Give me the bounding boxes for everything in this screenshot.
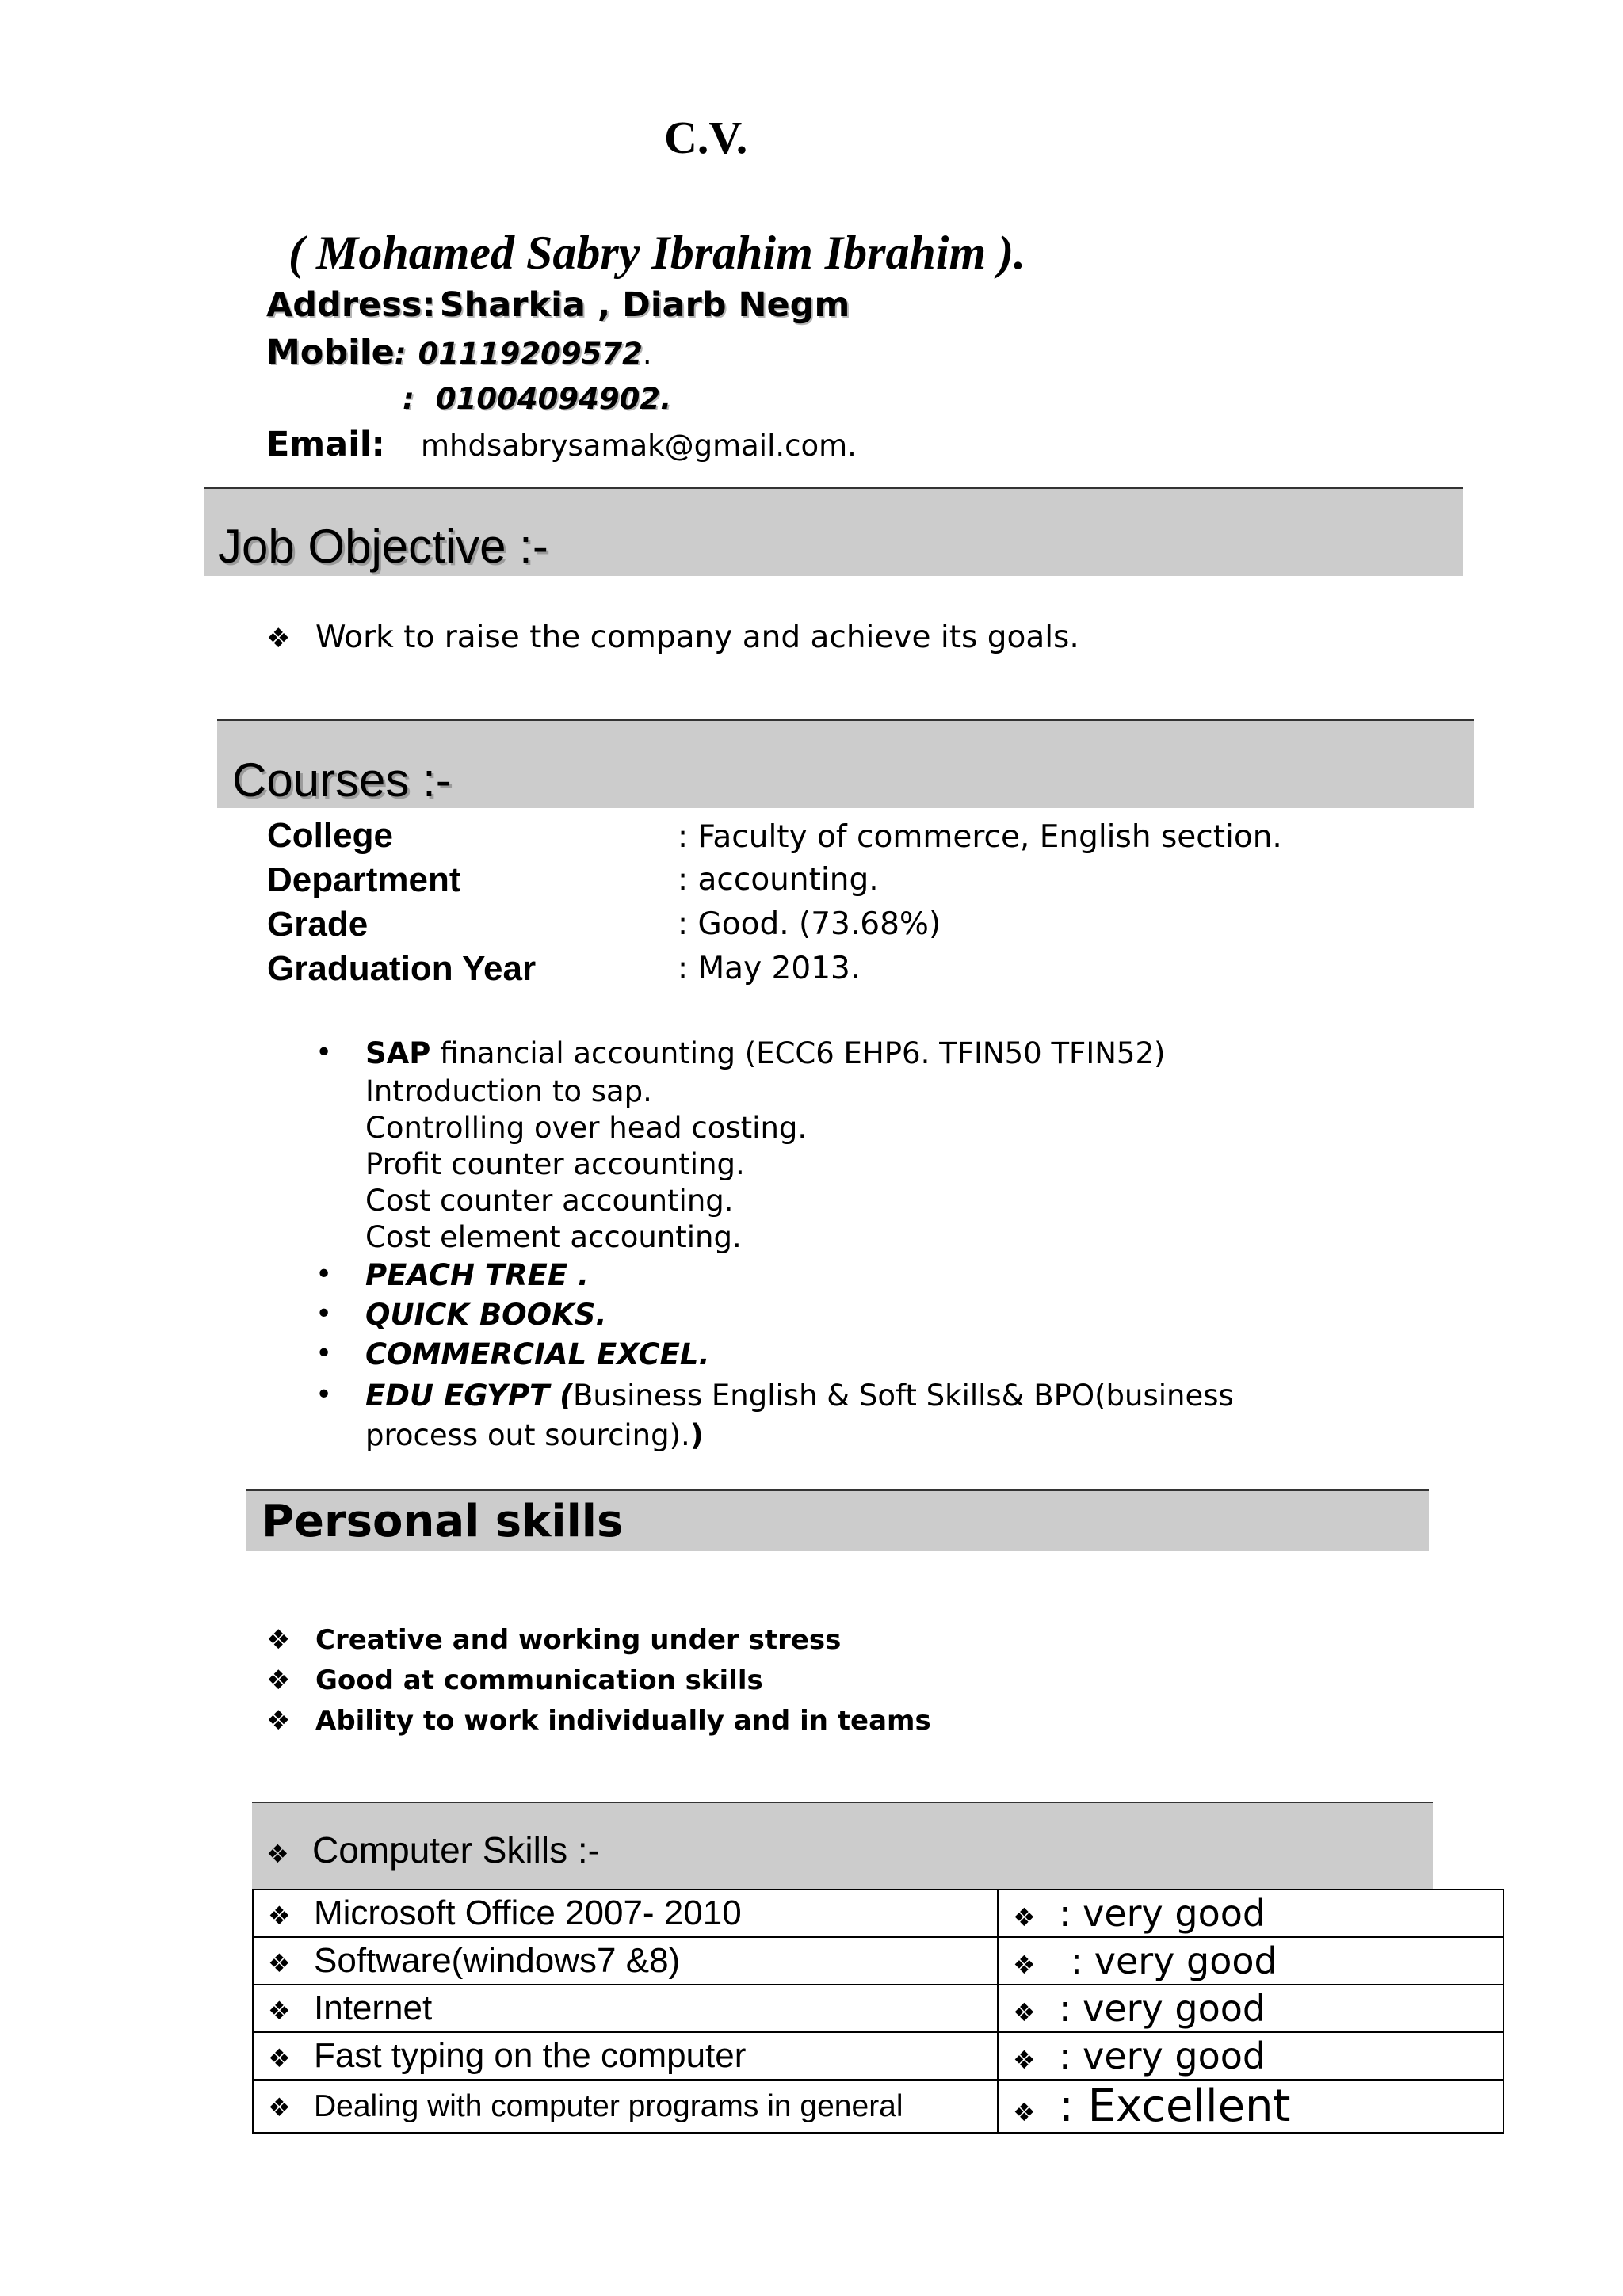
job-objective-text: Work to raise the company and achieve its goals.: [315, 620, 1079, 655]
email-value: mhdsabrysamak@gmail.com.: [420, 429, 857, 463]
diamond-bullet-icon: ❖: [1013, 2097, 1036, 2127]
address-line: [266, 285, 850, 325]
level-cell: [998, 1937, 1503, 1985]
diamond-bullet-icon: ❖: [266, 1665, 291, 1696]
computer-skills-title: Computer Skills :-: [312, 1829, 600, 1871]
courses-title: Courses :-: [232, 753, 452, 807]
diamond-bullet-icon: ❖: [266, 1705, 291, 1737]
course-sap-sub-4: Cost counter accounting.: [365, 1184, 734, 1218]
skill-name: Dealing with computer programs in general: [314, 2088, 903, 2123]
mobile-line-1: [266, 333, 652, 372]
level-cell: [998, 1890, 1503, 1937]
diamond-bullet-icon: ❖: [268, 1901, 291, 1930]
skill-cell: [253, 2080, 998, 2133]
diamond-bullet-icon: ❖: [1013, 1950, 1036, 1980]
address-value: Sharkia , Diarb Negm: [439, 285, 850, 325]
skill-level: : very good: [1059, 1987, 1266, 2030]
computer-skills-table: [252, 1889, 1504, 2134]
course-sap-bold: SAP: [365, 1036, 431, 1070]
bullet-dot-icon: •: [315, 1379, 333, 1411]
job-objective-item: [266, 620, 1079, 655]
personal-skill-text: Ability to work individually and in teams: [315, 1705, 931, 1737]
course-quick-books: QUICK BOOKS.: [365, 1298, 607, 1332]
diamond-bullet-icon: ❖: [268, 2044, 291, 2073]
skill-level: : very good: [1059, 1939, 1277, 1982]
personal-skills-title: Personal skills: [262, 1496, 624, 1547]
candidate-name: ( Mohamed Sabry Ibrahim Ibrahim ).: [288, 227, 1026, 279]
table-row: [253, 1937, 1503, 1985]
cv-title: C.V.: [664, 112, 748, 163]
personal-skill-text: Creative and working under stress: [315, 1624, 842, 1656]
course-edu-egypt-line2: [365, 1418, 704, 1452]
edu-value-department: : accounting.: [678, 862, 879, 898]
table-row: [253, 1890, 1503, 1937]
skill-name: Internet: [314, 1989, 433, 2027]
personal-skill-item: [266, 1624, 841, 1656]
course-edu-egypt: [365, 1379, 1234, 1413]
job-objective-title: Job Objective :-: [218, 520, 548, 573]
course-sap: [365, 1036, 1165, 1070]
skill-cell: [253, 1890, 998, 1937]
table-row: [253, 2032, 1503, 2080]
edu-value-grade: : Good. (73.68%): [678, 906, 941, 942]
bullet-dot-icon: •: [315, 1337, 333, 1370]
mobile-separator-2: :: [403, 382, 414, 416]
diamond-bullet-icon: ❖: [266, 1839, 289, 1869]
personal-skill-text: Good at communication skills: [315, 1665, 763, 1696]
skill-level: : very good: [1059, 1892, 1266, 1935]
course-sap-sub-3: Profit counter accounting.: [365, 1147, 745, 1181]
skill-name: Fast typing on the computer: [314, 2036, 747, 2075]
edu-value-college: : Faculty of commerce, English section.: [678, 819, 1282, 855]
course-sap-sub-1: Introduction to sap.: [365, 1074, 652, 1108]
course-sap-sub-5: Cost element accounting.: [365, 1220, 742, 1254]
mobile-label: Mobile: [266, 333, 395, 372]
table-row: [253, 1985, 1503, 2032]
email-line: [266, 425, 857, 464]
mobile-line-2: [403, 382, 671, 416]
skill-cell: [253, 1985, 998, 2032]
diamond-bullet-icon: ❖: [268, 1949, 291, 1978]
level-cell: [998, 1985, 1503, 2032]
course-edu-egypt-line2-text: process out sourcing).: [365, 1418, 690, 1452]
mobile-number-2: 01004094902.: [435, 382, 672, 416]
level-cell: [998, 2032, 1503, 2080]
table-row: [253, 2080, 1503, 2133]
bullet-dot-icon: •: [315, 1298, 333, 1330]
course-edu-egypt-close: ): [689, 1418, 704, 1452]
skill-name: Microsoft Office 2007- 2010: [314, 1894, 742, 1932]
course-peach-tree: PEACH TREE .: [365, 1258, 590, 1292]
course-sap-rest: financial accounting (ECC6 EHP6. TFIN50 TFIN52): [430, 1036, 1166, 1070]
edu-label-graduation-year: Graduation Year: [267, 949, 537, 988]
bullet-dot-icon: •: [315, 1258, 333, 1291]
computer-skills-header: [266, 1829, 600, 1871]
diamond-bullet-icon: ❖: [266, 1624, 291, 1656]
email-label: Email:: [266, 425, 385, 464]
skill-cell: [253, 1937, 998, 1985]
course-edu-egypt-rest: Business English & Soft Skills& BPO(business: [573, 1379, 1234, 1413]
edu-label-college: College: [267, 816, 393, 855]
level-cell: [998, 2080, 1503, 2133]
diamond-bullet-icon: ❖: [266, 623, 291, 654]
edu-label-department: Department: [267, 860, 461, 899]
mobile-separator: :: [394, 337, 407, 371]
skill-name: Software(windows7 &8): [314, 1941, 681, 1980]
bullet-dot-icon: •: [315, 1036, 333, 1069]
edu-value-graduation-year: : May 2013.: [678, 951, 861, 986]
mobile-number-1: 01119209572: [418, 337, 643, 371]
skill-level: : very good: [1059, 2035, 1266, 2077]
personal-skill-item: [266, 1705, 931, 1737]
course-commercial-excel: COMMERCIAL EXCEL.: [365, 1337, 710, 1371]
skill-level: : Excellent: [1059, 2081, 1291, 2132]
personal-skill-item: [266, 1665, 763, 1696]
edu-label-grade: Grade: [267, 905, 369, 944]
diamond-bullet-icon: ❖: [1013, 1902, 1036, 1932]
diamond-bullet-icon: ❖: [268, 2092, 291, 2122]
diamond-bullet-icon: ❖: [1013, 2045, 1036, 2075]
course-sap-sub-2: Controlling over head costing.: [365, 1111, 808, 1145]
skill-cell: [253, 2032, 998, 2080]
mobile-number-1-end: .: [642, 337, 652, 371]
course-edu-egypt-bold: EDU EGYPT (: [365, 1379, 573, 1413]
address-label: Address:: [266, 285, 436, 325]
diamond-bullet-icon: ❖: [268, 1997, 291, 2025]
diamond-bullet-icon: ❖: [1013, 1997, 1036, 2027]
